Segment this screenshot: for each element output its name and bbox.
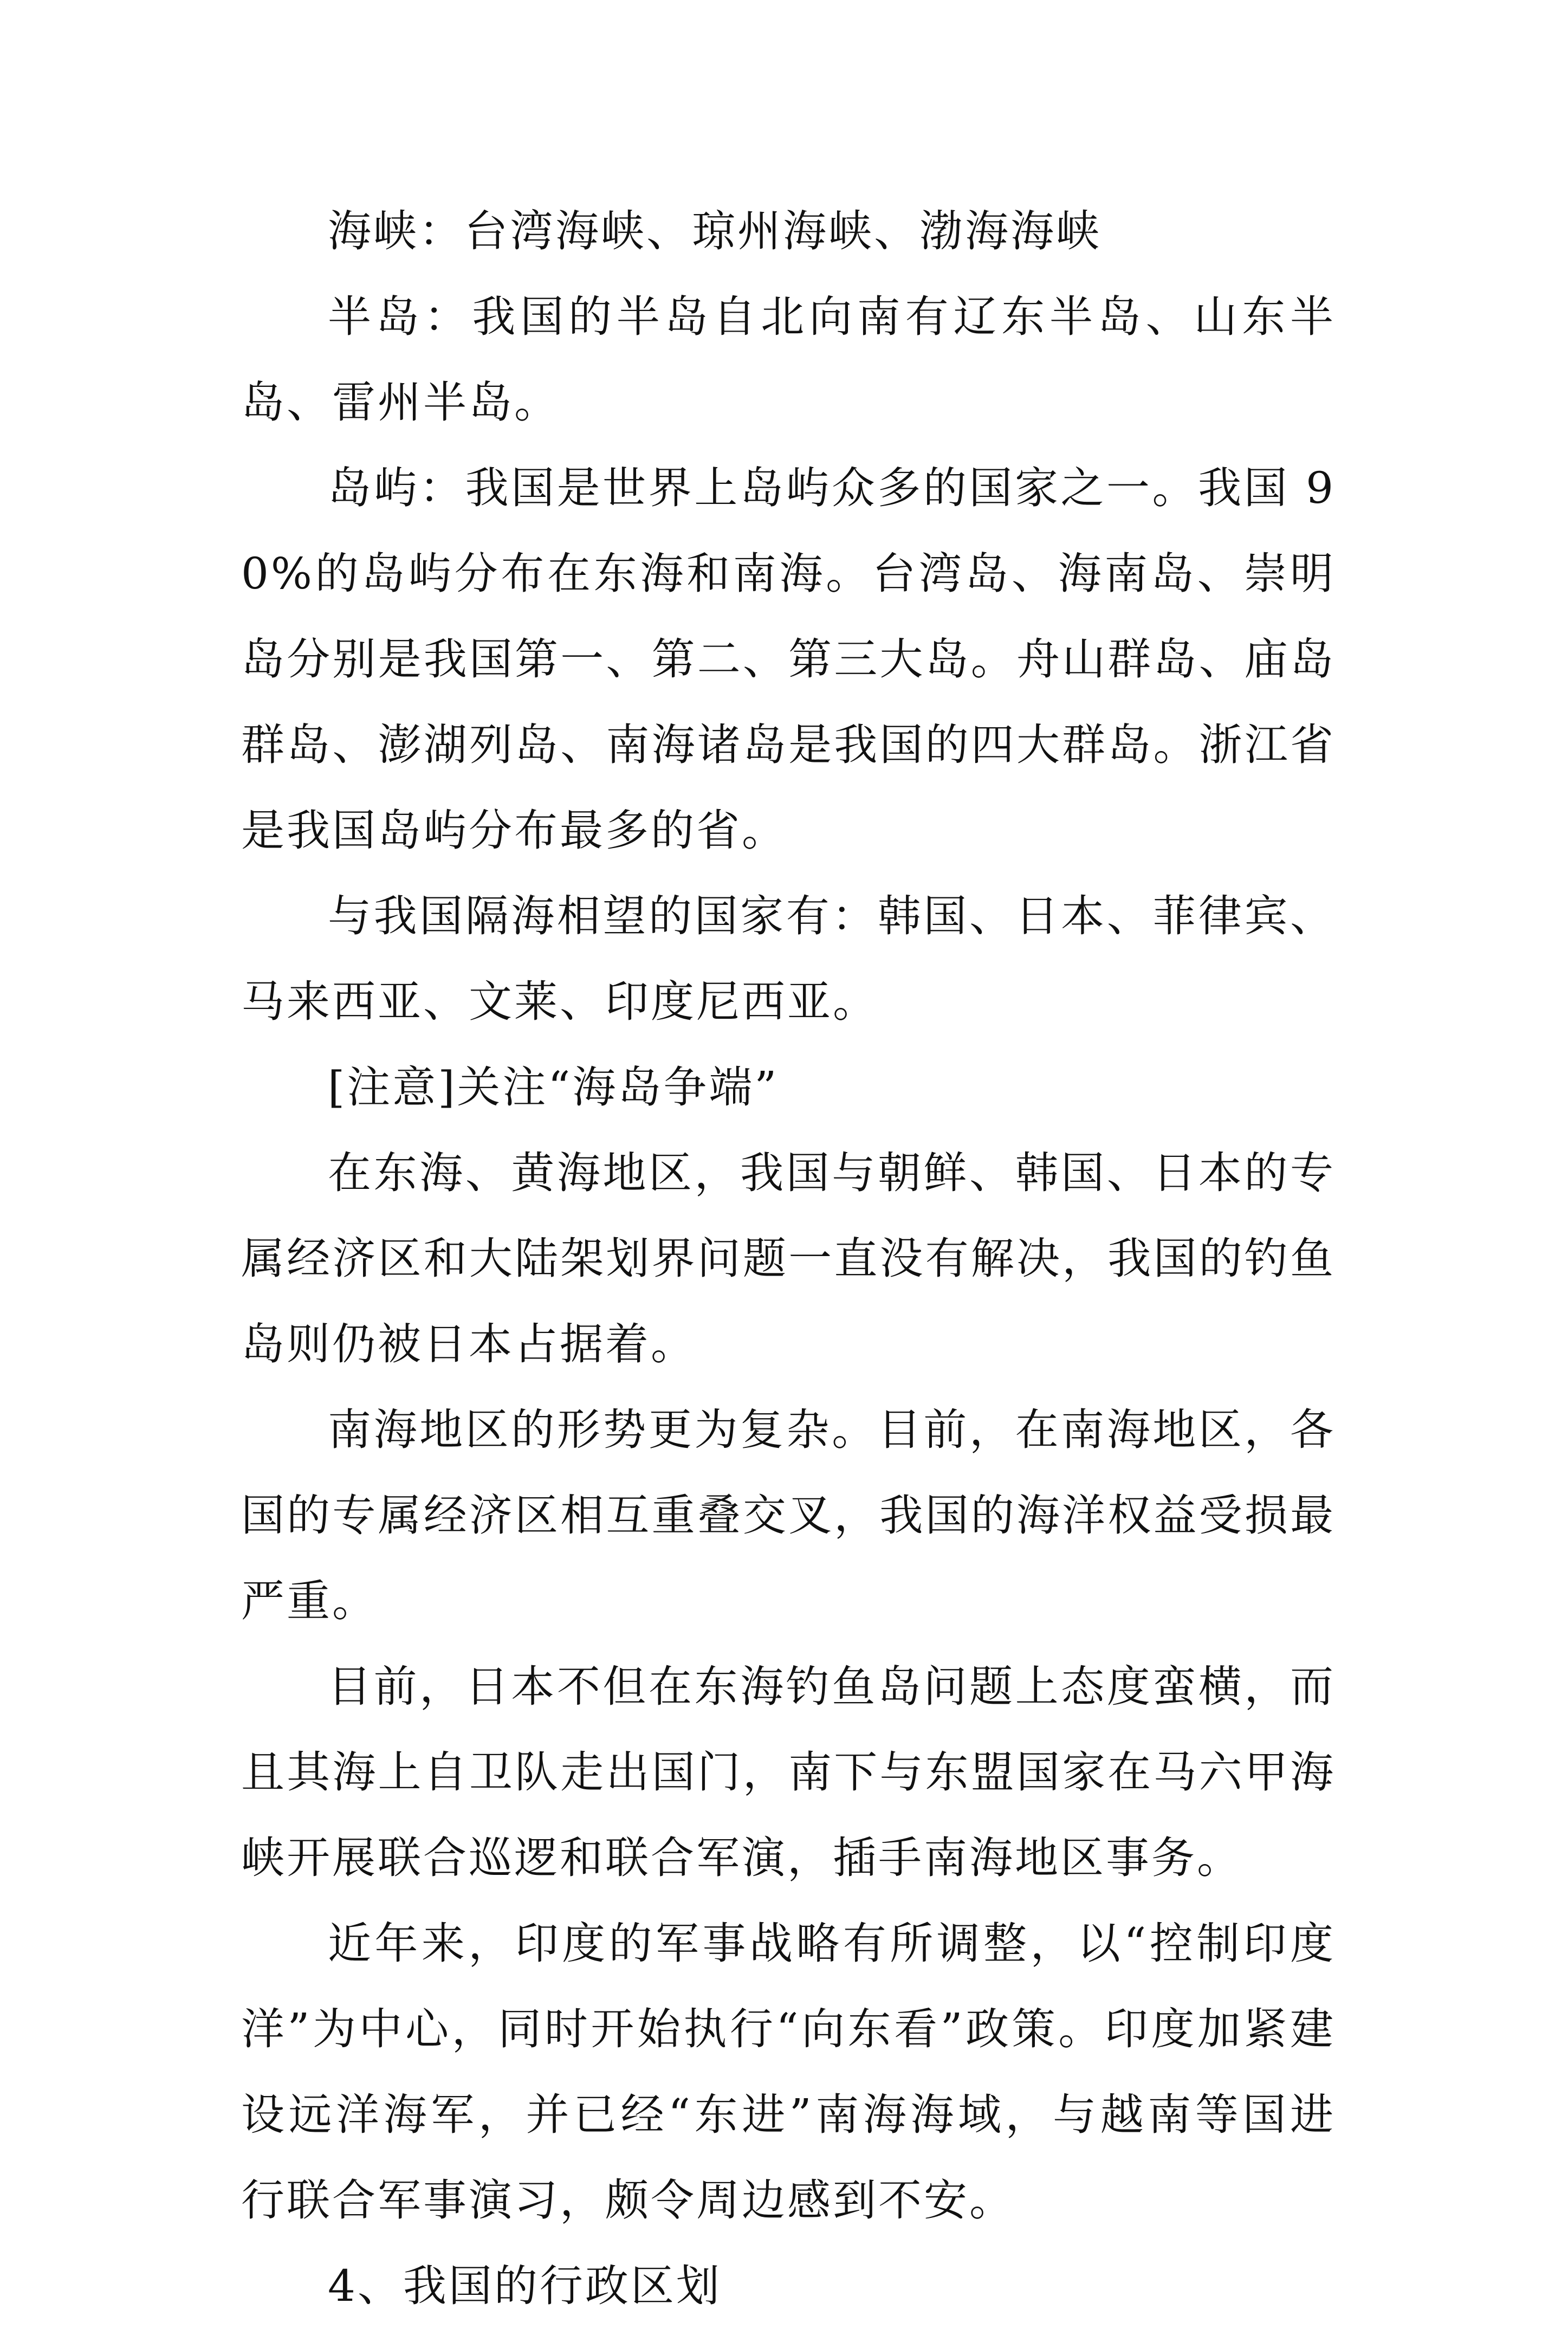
paragraph-india: 近年来，印度的军事战略有所调整，以“控制印度洋”为中心，同时开始执行“向东看”政策。印度加紧建设远洋海军，并已经“东进”南海海域，与越南等国进行联合军事演习，颇令周边感到不安。: [241, 1918, 1336, 2226]
paragraph-south-sea: 南海地区的形势更为复杂。目前，在南海地区，各国的专属经济区相互重叠交叉，我国的海洋权益受损最严重。: [241, 1405, 1336, 1626]
document-body: [241, 189, 1336, 2329]
paragraph-neighbors: 与我国隔海相望的国家有：韩国、日本、菲律宾、马来西亚、文莱、印度尼西亚。: [241, 891, 1336, 1027]
section-heading-admin-divisions: 4、我国的行政区划: [328, 2261, 722, 2311]
paragraph-east-sea: 在东海、黄海地区，我国与朝鲜、韩国、日本的专属经济区和大陆架划界问题一直没有解决，我国的钓鱼岛则仍被日本占据着。: [241, 1148, 1336, 1369]
paragraph-islands: 岛屿：我国是世界上岛屿众多的国家之一。我国 90%的岛屿分布在东海和南海。台湾岛、海南岛、崇明岛分别是我国第一、第二、第三大岛。舟山群岛、庙岛群岛、澎湖列岛、南海诸岛是我国的四大群岛。浙江省是我国岛屿分布最多的省。: [241, 463, 1336, 856]
paragraph-peninsulas: 半岛：我国的半岛自北向南有辽东半岛、山东半岛、雷州半岛。: [241, 292, 1336, 428]
paragraph-note: [注意]关注“海岛争端”: [328, 1062, 779, 1112]
paragraph-japan: 目前，日本不但在东海钓鱼岛问题上态度蛮横，而且其海上自卫队走出国门，南下与东盟国家在马六甲海峡开展联合巡逻和联合军演，插手南海地区事务。: [241, 1661, 1336, 1883]
paragraph-straits: 海峡：台湾海峡、琼州海峡、渤海海峡: [328, 206, 1102, 256]
